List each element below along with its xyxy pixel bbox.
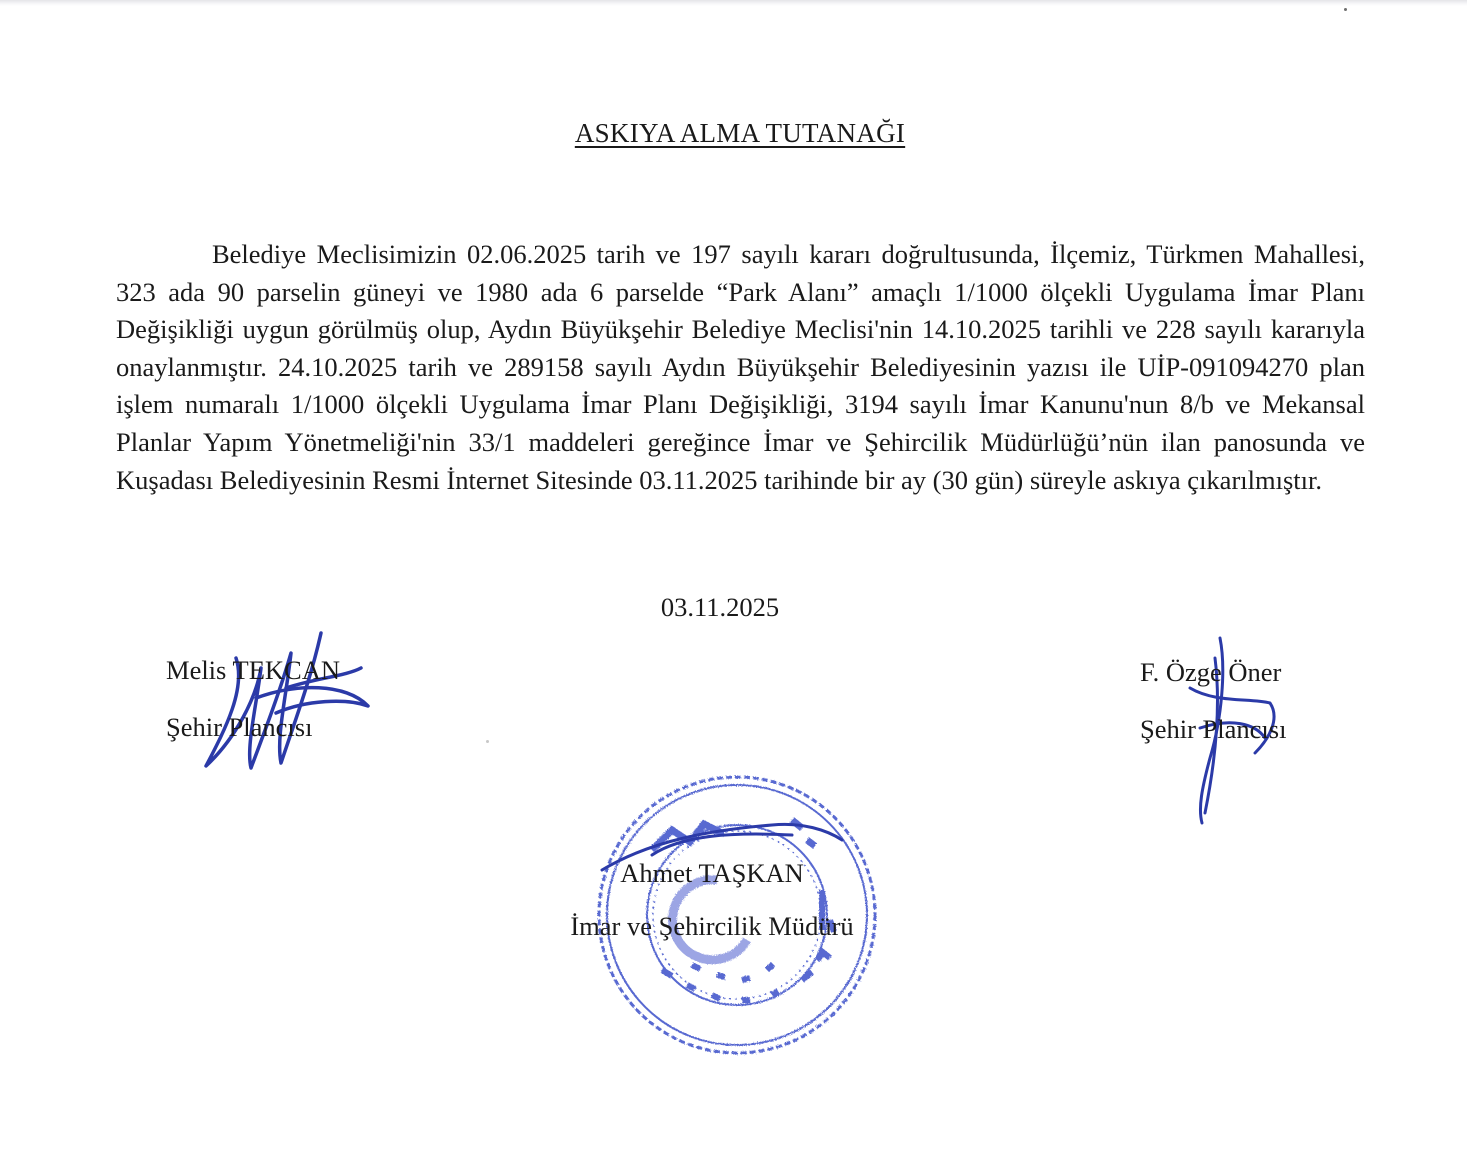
signatory-center-name: Ahmet TAŞKAN <box>620 858 804 888</box>
signatory-left-name: Melis TEKCAN <box>166 655 340 685</box>
scan-speck <box>1344 8 1347 11</box>
signature-block-right <box>1140 657 1286 745</box>
signatory-center-role: İmar ve Şehircilik Müdürü <box>570 911 854 941</box>
signature-block-left <box>166 655 340 743</box>
scan-edge <box>0 0 1467 6</box>
document-date: 03.11.2025 <box>660 592 780 622</box>
signatory-right-role: Şehir Plancısı <box>1140 714 1287 744</box>
scan-speck <box>486 740 489 743</box>
signature-block-center <box>0 858 1424 942</box>
signatory-left-role: Şehir Plancısı <box>166 712 313 742</box>
document-title: ASKIYA ALMA TUTANAĞI <box>574 118 906 148</box>
document-body: Belediye Meclisimizin 02.06.2025 tarih ve 197 sayılı kararı doğrultusunda, İlçemiz, Türkmen Mahallesi, 323 ada 90 parselin güneyi ve 1980 ada 6 parselde “Park Alanı” amaçlı 1/1000 ölçekli Uygulama İmar Planı Değişikliği uygun görülmüş olup, Aydın Büyükşehir Belediye Meclisi'nin 14.10.2025 tarihli ve 228 sayılı kararıyla onaylanmıştır. 24.10.2025 tarih ve 289158 sayılı Aydın Büyükşehir Belediyesinin yazısı ile UİP-091094270 plan işlem numaralı 1/1000 ölçekli Uygulama İmar Planı Değişikliği, 3194 sayılı İmar Kanunu'nun 8/b ve Mekansal Planlar Yapım Yönetmeliği'nin 33/1 maddeleri gereğince İmar ve Şehircilik Müdürlüğü’nün ilan panosunda ve Kuşadası Belediyesinin Resmi İnternet Sitesinde 03.11.2025 tarihinde bir ay (30 gün) süreyle askıya çıkarılmıştır. <box>116 239 1365 495</box>
signatory-right-name: F. Özge Öner <box>1140 657 1282 687</box>
